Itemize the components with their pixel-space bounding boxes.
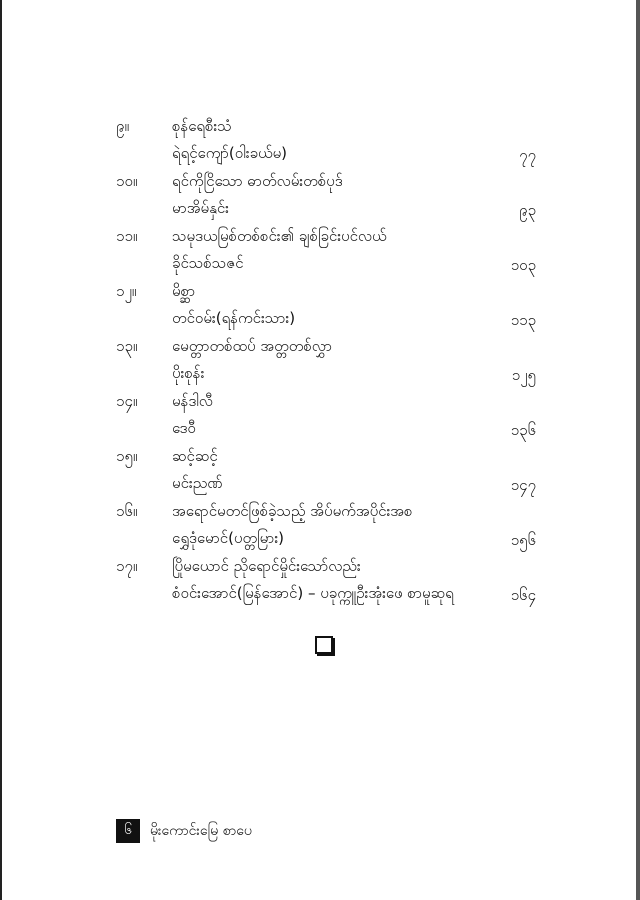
- entry-number: ၁၀။: [116, 172, 138, 190]
- publisher-name: မိုးကောင်းမြေ စာပေ: [150, 822, 252, 839]
- entry-page-number: ၁၃၆: [510, 421, 536, 439]
- entry-page-number: ၁၂၅: [511, 366, 536, 384]
- entry-title: သမုဒယမြစ်တစ်စင်း၏ ချစ်ခြင်းပင်လယ်: [172, 227, 387, 245]
- entry-page-number: ၁၄၇: [510, 476, 536, 494]
- entry-title: မေတ္တာတစ်ထပ် အတ္တတစ်လွှာ: [172, 337, 332, 355]
- page-footer: [116, 819, 252, 843]
- toc-entry: [116, 282, 536, 338]
- toc-entry: [116, 227, 536, 283]
- entry-author: ပိုးစုန်း: [172, 364, 205, 382]
- square-end-mark-icon: [315, 636, 333, 654]
- entry-title: မန်ဒါလီ: [172, 392, 213, 410]
- entry-number: ၁၁။: [116, 227, 138, 245]
- folio-page-number: ၆: [116, 819, 140, 843]
- entry-number: ၁၄။: [116, 392, 138, 410]
- entry-author: ရဲရင့်ကျော်(ဝါးခယ်မ): [172, 144, 288, 162]
- entry-number: ၉။: [116, 117, 129, 135]
- toc-entry: [116, 392, 536, 448]
- entry-page-number: ၁၀၃: [510, 256, 536, 274]
- entry-author: မာအိမ်နှင်း: [172, 199, 229, 217]
- entry-page-number: ၁၆၄: [510, 586, 536, 604]
- toc-entry: [116, 557, 536, 613]
- entry-title: စုန်ရေစီးသံ: [172, 117, 232, 135]
- entry-page-number: ၉၃: [519, 201, 536, 219]
- entry-number: ၁၃။: [116, 337, 138, 355]
- entry-page-number: ၁၅၆: [510, 531, 536, 549]
- toc-entry: [116, 447, 536, 503]
- entry-number: ၁၅။: [116, 447, 138, 465]
- entry-author: မင်းညဏ်: [172, 474, 223, 492]
- toc-entry: [116, 502, 536, 558]
- entry-number: ၁၇။: [116, 557, 138, 575]
- toc-entry: [116, 172, 536, 228]
- entry-number: ၁၆။: [116, 502, 138, 520]
- entry-title: ဆင့်ဆင့်: [172, 447, 218, 465]
- toc-entry: [116, 337, 536, 393]
- entry-author: ဒေဝီ: [172, 419, 196, 437]
- entry-title: အရောင်မတင်ဖြစ်ခဲ့သည့် အိပ်မက်အပိုင်းအစ: [172, 502, 413, 520]
- entry-title: ပြိုမယောင် ညိုရောင်မှိုင်းသော်လည်း: [172, 557, 361, 575]
- entry-author: ရွှေဒုံမောင်(ပတ္တမြား): [172, 529, 285, 547]
- entry-title: ရင်ကိုငြိသော ဓာတ်လမ်းတစ်ပုဒ်: [172, 172, 343, 190]
- entry-author: တင်ဝမ်း(ရန်ကင်းသား): [172, 309, 296, 327]
- entry-author: ခိုင်သစ်သဇင်: [172, 254, 244, 272]
- entry-title: မိစ္ဆာ: [172, 282, 196, 300]
- toc-entry: [116, 117, 536, 173]
- entry-number: ၁၂။: [116, 282, 137, 300]
- entry-author: စံဝင်းအောင်(မြန်အောင်) – ပခုက္ကူဦးအုံးဖေ စာမူဆုရ: [172, 584, 454, 602]
- entry-page-number: ၇၇: [519, 146, 536, 164]
- entry-page-number: ၁၁၃: [510, 311, 536, 329]
